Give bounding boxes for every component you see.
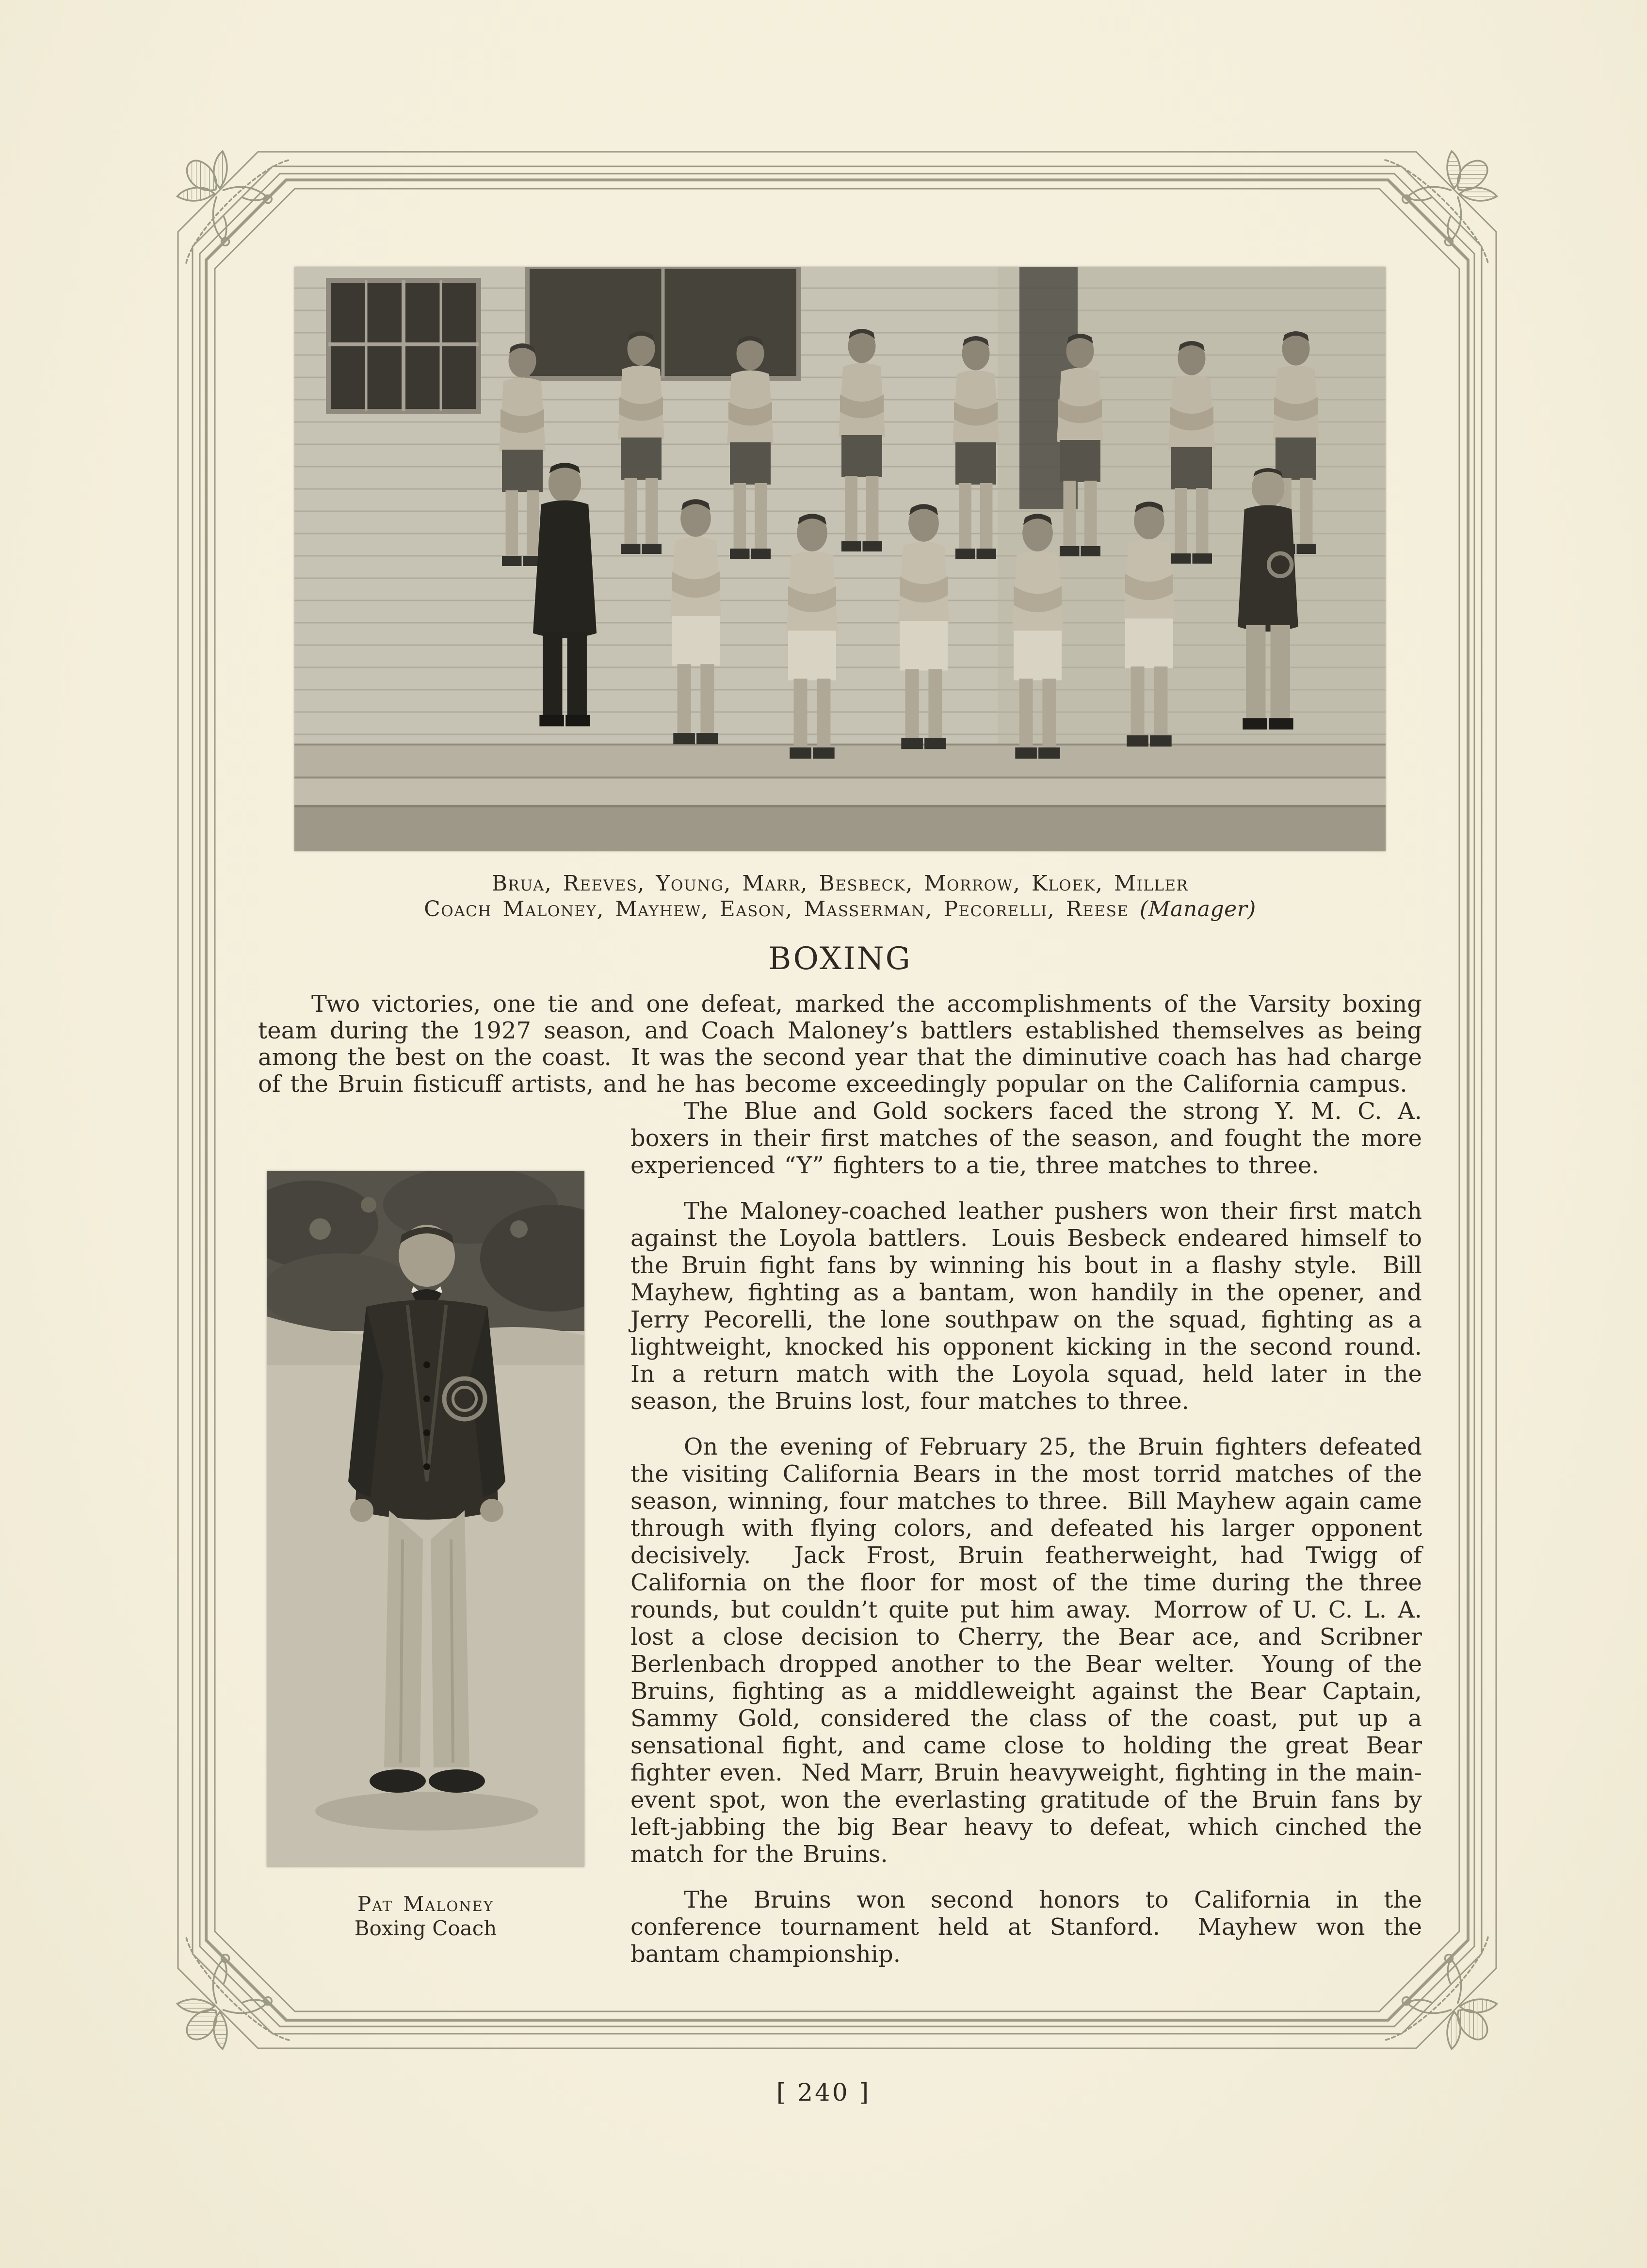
coach-name: Pat Maloney	[357, 1892, 494, 1916]
page-content	[258, 267, 1440, 1968]
team-photo-illustration	[294, 267, 1386, 851]
page-number: [ 240 ]	[776, 2078, 871, 2106]
two-column-section	[258, 1098, 1440, 1968]
team-photo	[294, 267, 1386, 851]
body-paragraph: The Bruins won second honors to California in the conference tournament held at Stanford. Mayhew won the bantam championship.	[630, 1886, 1431, 1968]
portrait-caption	[267, 1892, 584, 1941]
body-paragraph: On the evening of February 25, the Bruin fighters defeated the visiting California Bears in the most torrid matches of the season, winning, four matches to three. Bill Mayhew again came through with flying colors, and defeated his larger opponent decisively. Jack Frost, Bruin featherweight, had Twigg of California on the floor for most of the time during the three rounds, but couldn’t quite put him away. Morrow of U. C. L. A. lost a close decision to Cherry, the Bear ace, and Scribner Berlenbach dropped another to the Bear welter. Young of the Bruins, fighting as a middleweight against the Bear Captain, Sammy Gold, considered the class of the coast, put up a sensational fight, and came close to holding the great Bear fighter even. Ned Marr, Bruin heavyweight, fighting in the main-event spot, won the everlasting gratitude of the Bruin fans by left-jabbing the big Bear heavy to defeat, which cinched the match for the Bruins.	[630, 1433, 1431, 1868]
manager-label: (Manager)	[1139, 897, 1256, 922]
coach-role: Boxing Coach	[354, 1916, 497, 1940]
team-photo-caption	[258, 871, 1422, 922]
coach-portrait-illustration	[267, 1171, 584, 1867]
body-paragraph: The Blue and Gold sockers faced the strong Y. M. C. A. boxers in their first matches of the season, and fought the more experienced “Y” fighters to a tie, three matches to three.	[630, 1098, 1431, 1179]
left-column	[258, 1098, 630, 1941]
coach-portrait-photo	[267, 1171, 584, 1867]
corner-flourish-icon	[138, 112, 301, 275]
team-photo-building	[294, 267, 1386, 851]
corner-flourish-icon	[1373, 112, 1536, 275]
right-column	[630, 1098, 1440, 1968]
intro-paragraph: Two victories, one tie and one defeat, marked the accomplishments of the Varsity boxing team during the 1927 season, and Coach Maloney’s battlers established themselves as being among the best on the coast. It was the second year that the diminutive coach has had charge of the Bruin fisticuff artists, and he has become exceedingly popular on the California campus.	[258, 990, 1432, 1098]
body-paragraph: The Maloney-coached leather pushers won their first match against the Loyola battlers. Louis Besbeck endeared himself to the Bruin fight fans by winning his bout in a flashy style. Bill Mayhew, fighting as a bantam, won handily in the opener, and Jerry Pecorelli, the lone southpaw on the squad, fighting as a lightweight, knocked his opponent kicking in the second round. In a return match with the Loyola squad, held later in the season, the Bruins lost, four matches to three.	[630, 1198, 1440, 1415]
page-title: BOXING	[768, 941, 912, 977]
caption-line-2: Coach Maloney, Mayhew, Eason, Masserman, Pecorelli, Reese (Manager)	[424, 897, 1256, 922]
caption-line-1: Brua, Reeves, Young, Marr, Besbeck, Morrow, Kloek, Miller	[491, 871, 1189, 896]
